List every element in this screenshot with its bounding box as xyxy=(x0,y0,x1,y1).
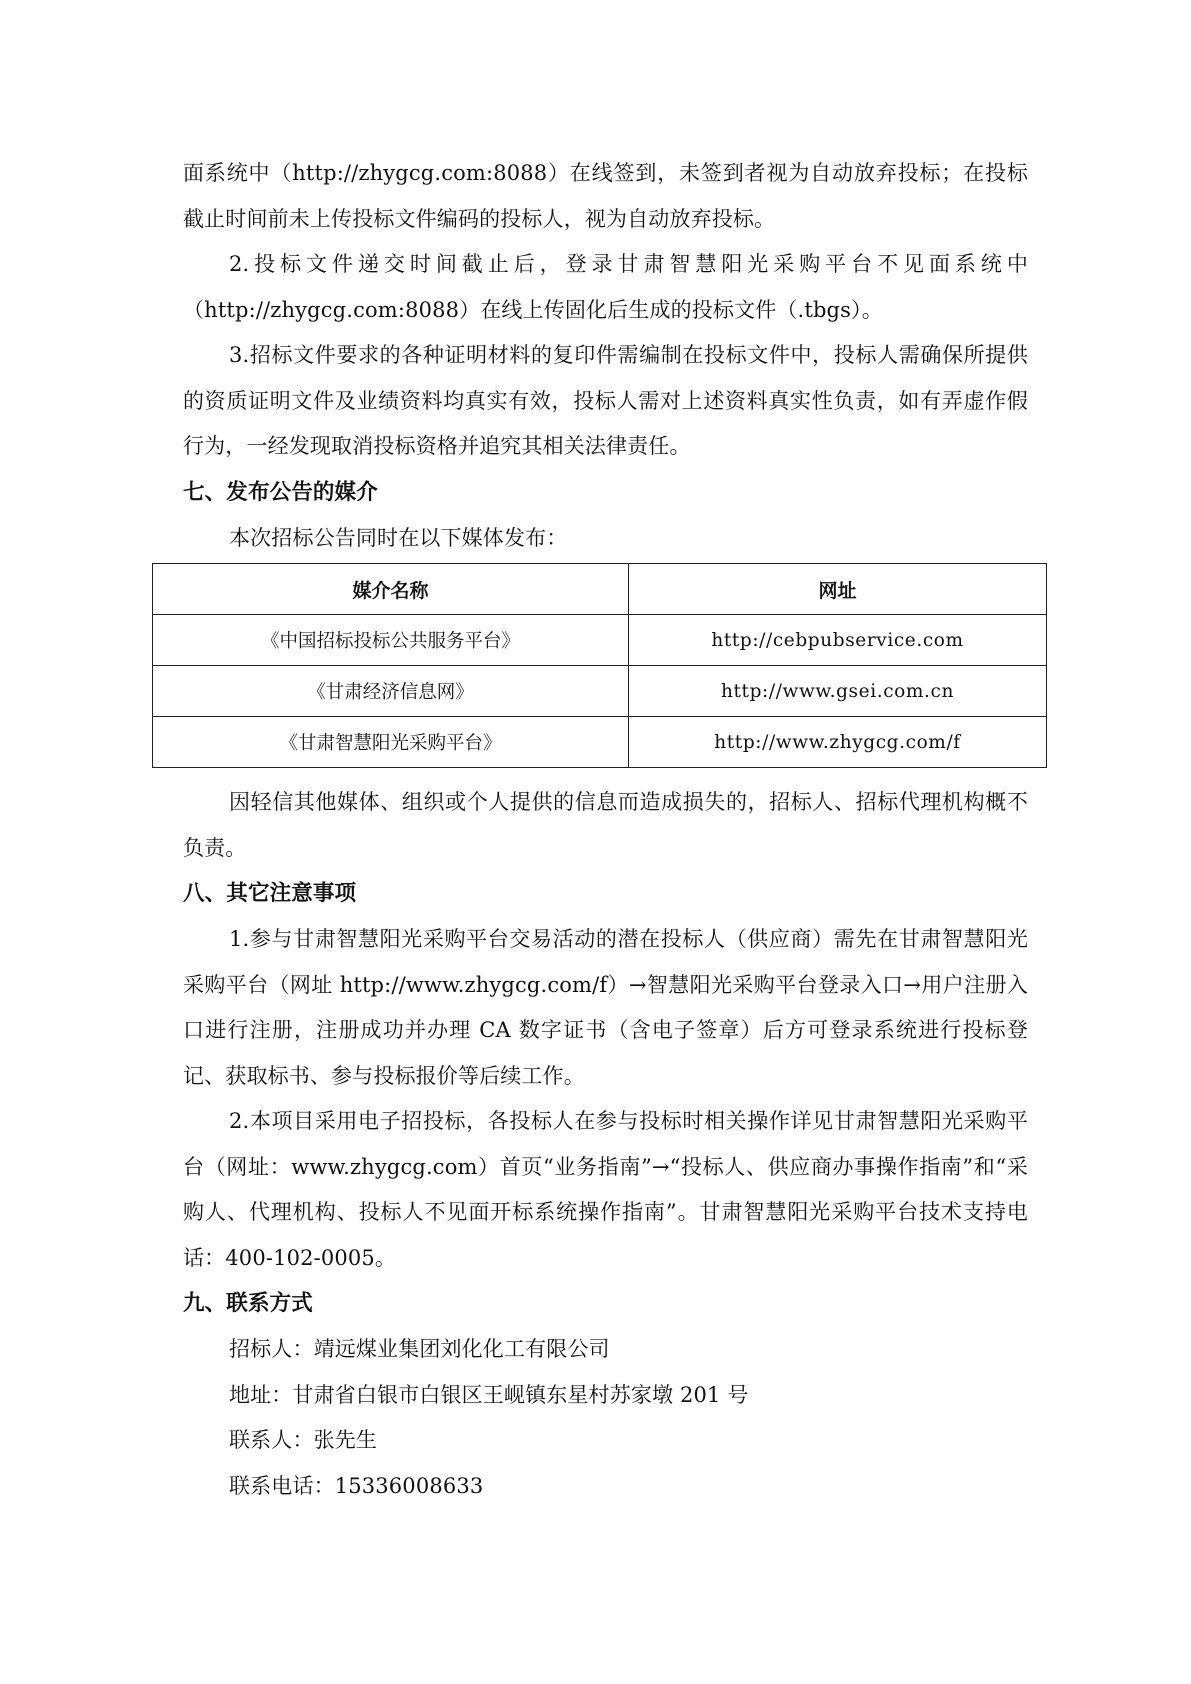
paragraph-certification-materials: 3.招标文件要求的各种证明材料的复印件需编制在投标文件中，投标人需确保所提供的资质证明文件及业绩资料均真实有效，投标人需对上述资料真实性负责，如有弄虚作假行为，一经发现取消投标资格并追究其相关法律责任。 xyxy=(183,343,1028,458)
media-name-cell: 《中国招标投标公共服务平台》 xyxy=(153,615,629,666)
table-row xyxy=(153,717,1047,768)
section-heading-contact: 九、联系方式 xyxy=(183,1291,313,1316)
contact-tenderer: 招标人：靖远煤业集团刘化化工有限公司 xyxy=(229,1337,610,1361)
media-intro-text: 本次招标公告同时在以下媒体发布： xyxy=(229,525,568,550)
table-row xyxy=(153,666,1047,717)
media-name-cell: 《甘肃智慧阳光采购平台》 xyxy=(153,717,629,768)
media-name-cell: 《甘肃经济信息网》 xyxy=(153,666,629,717)
note-item-registration: 1.参与甘肃智慧阳光采购平台交易活动的潜在投标人（供应商）需先在甘肃智慧阳光采购平台（网址 http://www.zhygcg.com/f）→智慧阳光采购平台登录入口→用户注册入口进行注册，注册成功并办理 CA 数字证书（含电子签章）后方可登录系统进行投标登记、获取标书、参与投标报价等后续工作。 xyxy=(183,927,1028,1088)
table-row xyxy=(153,615,1047,666)
table-header-row xyxy=(153,564,1047,615)
section-heading-media: 七、发布公告的媒介 xyxy=(183,479,378,505)
section-heading-other-notes: 八、其它注意事项 xyxy=(183,881,357,906)
document-body-bottom xyxy=(183,780,1028,1509)
column-header-url: 网址 xyxy=(629,564,1047,615)
paragraph-upload-bid-file: 2.投标文件递交时间截止后，登录甘肃智慧阳光采购平台不见面系统中（http://zhygcg.com:8088）在线上传固化后生成的投标文件（.tbgs）。 xyxy=(183,252,1028,322)
disclaimer-text: 因轻信其他媒体、组织或个人提供的信息而造成损失的，招标人、招标代理机构概不负责。 xyxy=(183,790,1028,860)
contact-address: 地址：甘肃省白银市白银区王岘镇东星村苏家墩 201 号 xyxy=(229,1382,749,1407)
media-url-cell: http://www.gsei.com.cn xyxy=(629,666,1047,717)
paragraph-online-signin: 面系统中（http://zhygcg.com:8088）在线签到，未签到者视为自动放弃投标；在投标截止时间前未上传投标文件编码的投标人，视为自动放弃投标。 xyxy=(183,161,1028,231)
media-table xyxy=(152,563,1047,768)
column-header-media-name: 媒介名称 xyxy=(153,564,629,615)
contact-person: 联系人：张先生 xyxy=(229,1428,378,1452)
media-url-cell: http://www.zhygcg.com/f xyxy=(629,717,1047,768)
note-item-electronic-bidding: 2.本项目采用电子招投标，各投标人在参与投标时相关操作详见甘肃智慧阳光采购平台（网址：www.zhygcg.com）首页“业务指南”→“投标人、供应商办事操作指南”和“采购人、代理机构、投标人不见面开标系统操作指南”。甘肃智慧阳光采购平台技术支持电话：400-102-0005。 xyxy=(183,1109,1028,1270)
media-url-cell: http://cebpubservice.com xyxy=(629,615,1047,666)
contact-phone: 联系电话：15336008633 xyxy=(229,1473,484,1498)
document-body-top xyxy=(183,151,1028,561)
